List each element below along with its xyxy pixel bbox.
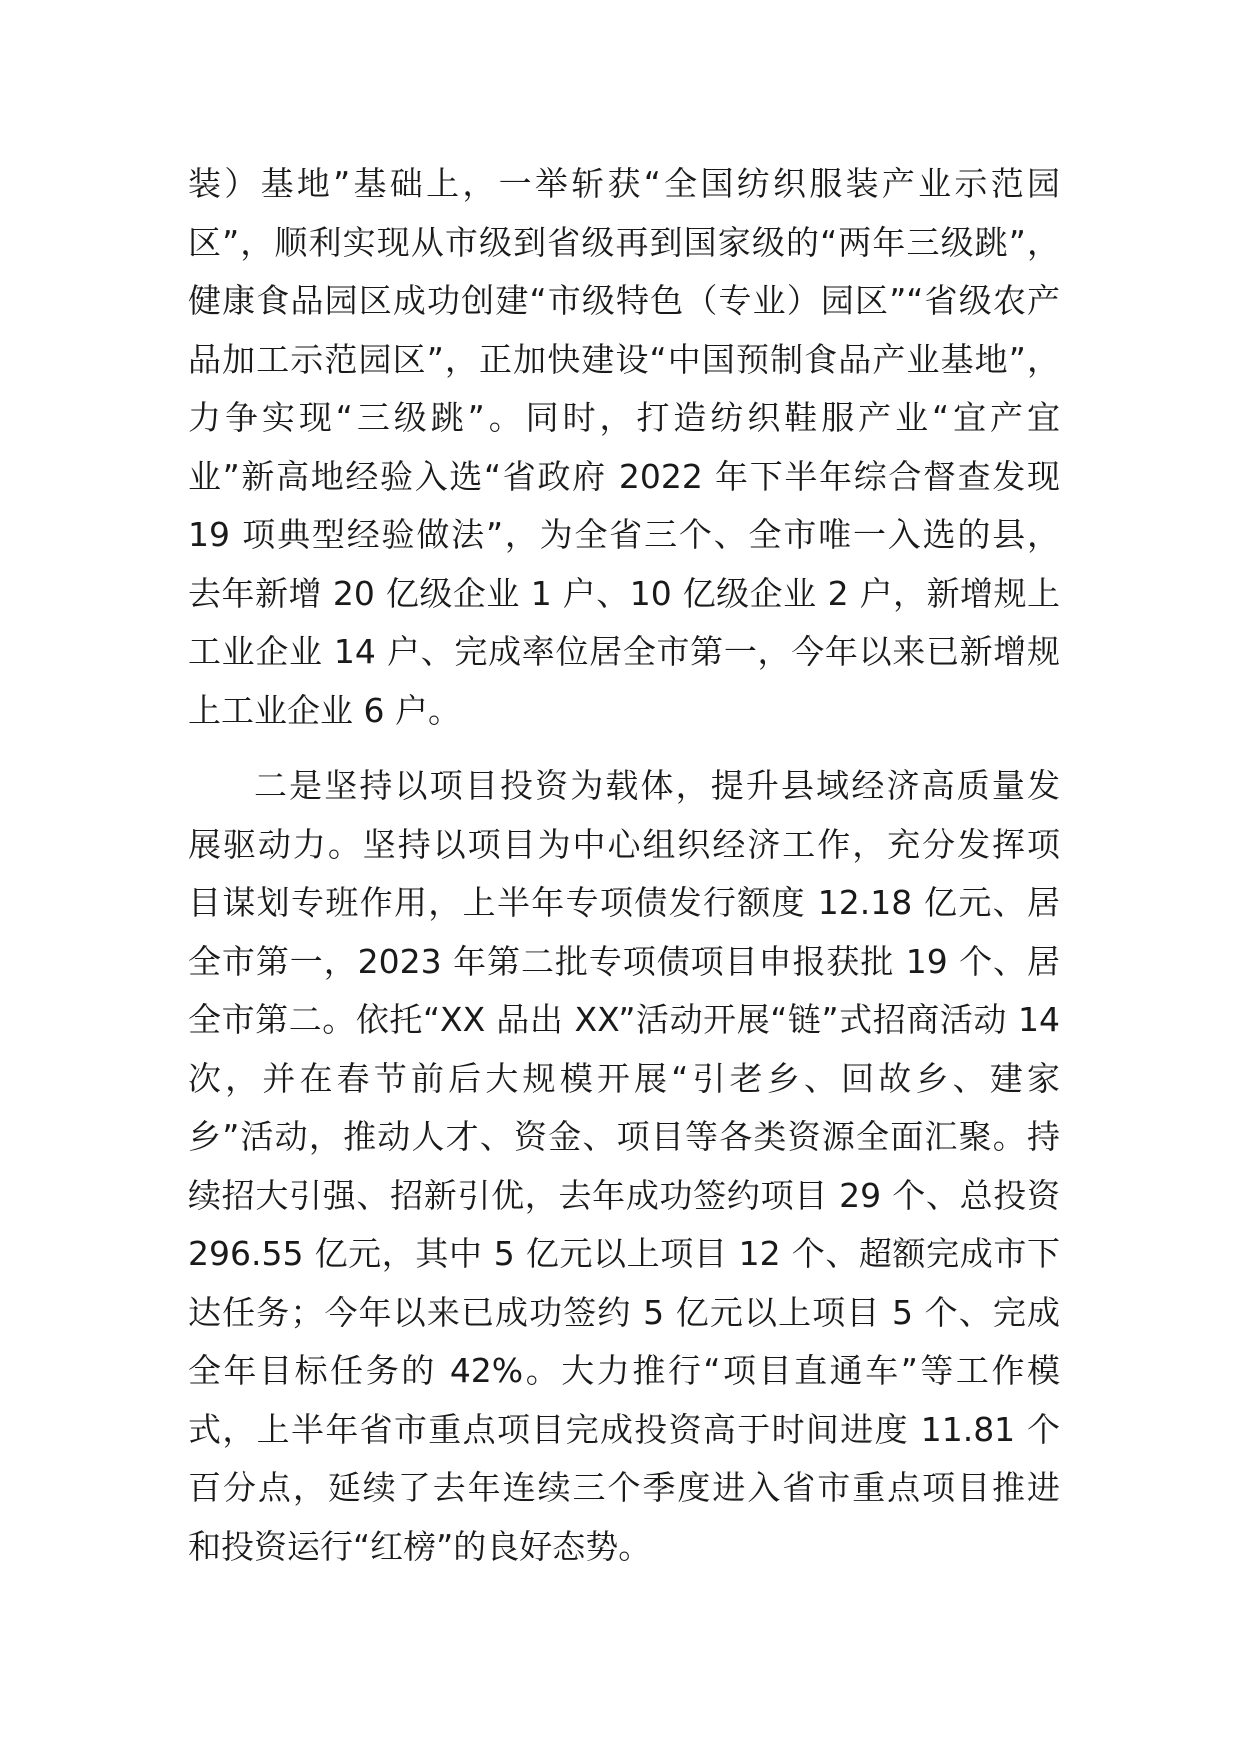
paragraph-project-investment xyxy=(188,757,1060,1576)
text-line: 次，并在春节前后大规模开展“引老乡、回故乡、建家 xyxy=(188,1058,1060,1098)
text-line: 296.55 亿元，其中 5 亿元以上项目 12 个、超额完成市下 xyxy=(188,1234,1060,1273)
text-line: 工业企业 14 户、完成率位居全市第一，今年以来已新增规 xyxy=(188,632,1060,671)
text-line: 达任务；今年以来已成功签约 5 亿元以上项目 5 个、完成 xyxy=(188,1292,1060,1332)
text-line: 目谋划专班作用，上半年专项债发行额度 12.18 亿元、居 xyxy=(188,883,1060,922)
text-line: 二是坚持以项目投资为载体，提升县域经济高质量发 xyxy=(254,766,1060,805)
text-line: 全市第二。依托“XX 品出 XX”活动开展“链”式招商活动 14 xyxy=(188,1000,1060,1039)
text-line: 区”，顺利实现从市级到省级再到国家级的“两年三级跳”， xyxy=(188,222,1060,262)
text-line: 健康食品园区成功创建“市级特色（专业）园区”“省级农产 xyxy=(188,281,1060,320)
text-line: 全市第一，2023 年第二批专项债项目申报获批 19 个、居 xyxy=(188,941,1060,981)
text-line: 业”新高地经验入选“省政府 2022 年下半年综合督查发现 xyxy=(188,456,1060,496)
text-line: 去年新增 20 亿级企业 1 户、10 亿级企业 2 户，新增规上 xyxy=(188,573,1060,613)
text-line: 百分点，延续了去年连续三个季度进入省市重点项目推进 xyxy=(188,1468,1060,1507)
text-line: 式，上半年省市重点项目完成投资高于时间进度 11.81 个 xyxy=(188,1409,1060,1449)
text-line: 乡”活动，推动人才、资金、项目等各类资源全面汇聚。持 xyxy=(188,1117,1060,1156)
text-line: 装）基地”基础上，一举斩获“全国纺织服装产业示范园 xyxy=(188,164,1060,203)
paragraph-industrial-parks xyxy=(188,155,1060,740)
text-line: 力争实现“三级跳”。同时，打造纺织鞋服产业“宜产宜 xyxy=(188,398,1060,437)
text-line: 品加工示范园区”，正加快建设“中国预制食品产业基地”， xyxy=(188,339,1060,379)
text-line: 全年目标任务的 42%。大力推行“项目直通车”等工作模 xyxy=(188,1351,1060,1390)
text-line: 展驱动力。坚持以项目为中心组织经济工作，充分发挥项 xyxy=(188,824,1060,864)
text-line: 19 项典型经验做法”，为全省三个、全市唯一入选的县， xyxy=(188,515,1060,554)
text-line: 续招大引强、招新引优，去年成功签约项目 29 个、总投资 xyxy=(188,1175,1060,1215)
text-line: 上工业企业 6 户。 xyxy=(188,690,461,730)
text-line: 和投资运行“红榜”的良好态势。 xyxy=(188,1526,652,1566)
